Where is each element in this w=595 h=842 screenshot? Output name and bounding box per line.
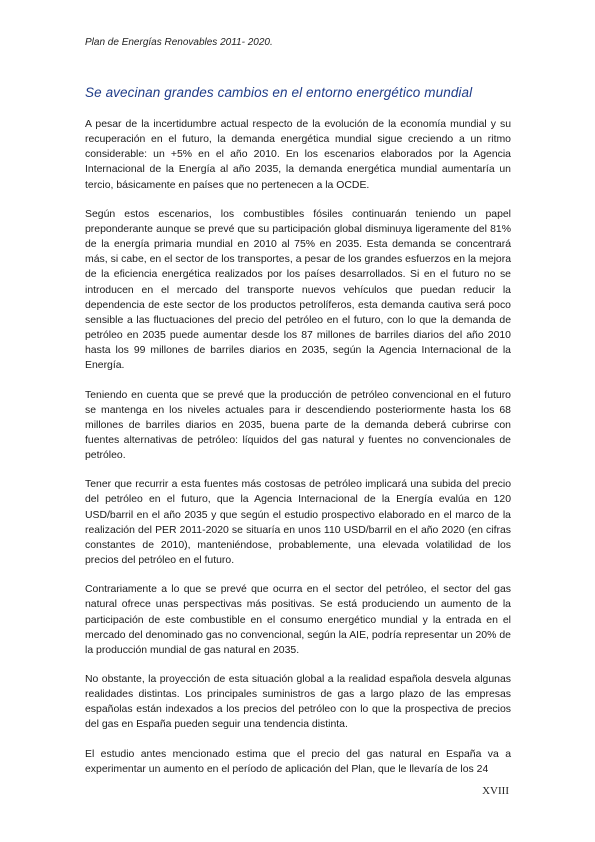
paragraph: Tener que recurrir a esta fuentes más costosas de petróleo implicará una subida del precio del petróleo en el futuro, que la Agencia Internacional de la Energía evalúa en 120 USD/barril en el año 2035 y que según el estudio prospectivo elaborado en el marco de la realización del PER 2011-2020 se situaría en unos 110 USD/barril en el año 2020 (en cifras constantes de 2010), manteniéndose, probablemente, una elevada volatilidad de los precios del petróleo en el futuro. (85, 479, 511, 567)
running-header: Plan de Energías Renovables 2011- 2020. (85, 37, 273, 48)
body-text (85, 117, 511, 791)
paragraph: Teniendo en cuenta que se prevé que la producción de petróleo convencional en el futuro se mantenga en los niveles actuales para ir descendiendo posteriormente hasta los 68 millones de barriles diarios en 2035, buena parte de la demanda deberá cubrirse con fuentes alternativas de petróleo: líquidos del gas natural y fuentes no convencionales de petróleo. (85, 389, 511, 462)
paragraph: A pesar de la incertidumbre actual respecto de la evolución de la economía mundial y su recuperación en el futuro, la demanda energética mundial sigue creciendo a un ritmo considerable: un +5% en el año 2010. En los escenarios elaborados por la Agencia Internacional de la Energía al año 2035, la demanda energética mundial aumentaría un tercio, básicamente en países que no pertenecen a la OCDE. (85, 119, 511, 191)
section-title: Se avecinan grandes cambios en el entorno energético mundial (85, 85, 473, 100)
paragraph: Contrariamente a lo que se prevé que ocurra en el sector del petróleo, el sector del gas natural ofrece unas perspectivas más positivas. Se está produciendo un aumento de la participación de este combustible en el consumo energético mundial y la entrada en el mercado del denominado gas no convencional, según la AIE, podría representar un 20% de la producción mundial de gas natural en 2035. (85, 584, 511, 656)
paragraph: Según estos escenarios, los combustibles fósiles continuarán teniendo un papel preponderante aunque se prevé que su participación global disminuya ligeramente del 81% de la energía primaria mundial en 2010 al 75% en 2035. Esta demanda se concentrará más, si cabe, en el sector de los transportes, a pesar de los grandes esfuerzos en la mejora de la eficiencia energética realizados por los países desarrollados. Si en el futuro no se introducen en el mercado del transporte nuevos vehículos que puedan reducir la dependencia de este sector de los productos petrolíferos, esta demanda cautiva será poco sensible a las fluctuaciones del precio del petróleo en el futuro, con lo que la demanda de petróleo en 2035 puede aumentar desde los 87 millones de barriles diarios del año 2010 hasta los 99 millones de barriles diarios en 2035, según la Agencia Internacional de la Energía. (85, 208, 511, 372)
paragraph: El estudio antes mencionado estima que el precio del gas natural en España va a experimentar un aumento en el período de aplicación del Plan, que le llevaría de los 24 (85, 748, 511, 775)
paragraph: No obstante, la proyección de esta situación global a la realidad española desvela algunas realidades distintas. Los principales suministros de gas a largo plazo de las empresas españolas están indexados a los precios del petróleo con lo que la prospectiva de precios del gas en España pueden seguir una tendencia distinta. (85, 674, 511, 731)
page-number: XVIII (482, 785, 509, 797)
